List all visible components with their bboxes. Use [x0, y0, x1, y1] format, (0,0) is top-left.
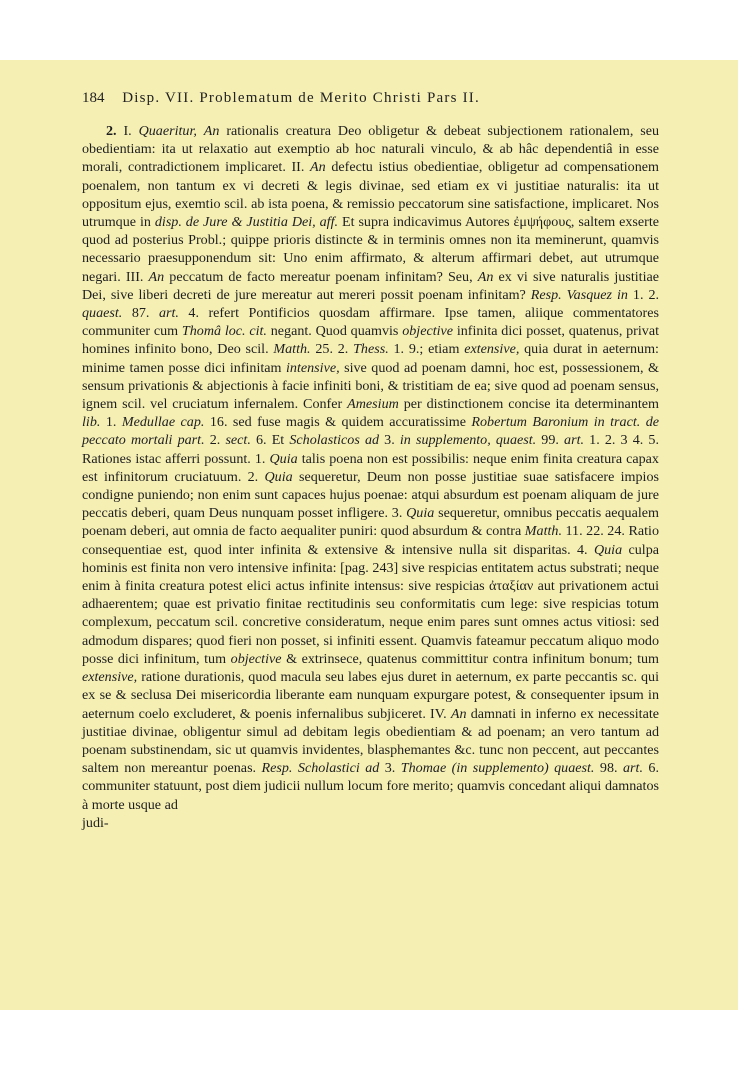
- italic-run: Thess.: [353, 341, 389, 358]
- italic-run: Scholasticos ad: [289, 432, 380, 449]
- italic-run: An: [310, 159, 326, 176]
- italic-run: Matth.: [273, 341, 311, 358]
- text-run: sequeretur, omnibus peccatis aequalem poenam deberi, aut omnia de facto aequaliter puniri: quod absurdum & contra: [82, 505, 659, 540]
- italic-run: Medullae cap.: [121, 414, 205, 431]
- text-run: 3.: [379, 760, 401, 777]
- text-run: Et supra indicavimus Autores ἐμψήφους, saltem exserte quod ad posterius Probl.; quippe prioris distincte & in terminis omnes non ita meminerunt, quamvis necessario praesupponendum sit: Uno enim affirmato, & alterum affirmari debet, aut utrumque negari. III.: [82, 214, 659, 285]
- italic-run: Thomae (in supplemento) quaest.: [400, 760, 595, 777]
- text-run: 4. refert Pontificios quosdam affirmare. Ipse tamen, aliique commentatores communiter cum: [82, 305, 659, 340]
- text-run: 2.: [204, 432, 226, 449]
- italic-run: Resp. Scholastici ad: [261, 760, 380, 777]
- italic-run: Quia: [593, 541, 623, 558]
- italic-run: An: [477, 268, 494, 285]
- paragraph: [82, 122, 659, 814]
- text-run: 3.: [379, 432, 400, 449]
- running-header: [82, 90, 662, 107]
- italic-run: in supplemento, quaest.: [399, 432, 537, 449]
- italic-run: disp. de Jure & Justitia Dei, aff.: [154, 214, 339, 231]
- italic-run: objective: [230, 650, 282, 667]
- text-run: 1. 2. 3 4. 5. Rationes istac afferri possunt. 1.: [82, 432, 659, 467]
- italic-run: Matth.: [524, 523, 562, 540]
- text-run: infinita dici posset, quatenus, privat homines infinito bono, Deo scil.: [82, 323, 659, 358]
- italic-run: extensive,: [464, 341, 520, 358]
- italic-run: art.: [158, 305, 179, 322]
- text-run: defectu istius obedientiae, obligetur ad compensationem poenalem, non tantum ex vi decreti & legis divinae, sed etiam ex vi justitiae naturalis: ita ut oppositum ejus, exemtio scil. ab ista poena, & remissio peccatorum sine satisfactione, implicaret. Nos utrumque in: [82, 159, 659, 231]
- text-run: 1.: [100, 414, 122, 431]
- text-run: 1. 9.; etiam: [388, 341, 465, 358]
- italic-run: objective: [402, 323, 454, 340]
- italic-run: An: [148, 268, 165, 285]
- text-run: I.: [116, 123, 139, 139]
- text-run: damnati in inferno ex necessitate justitiae divinae, obligentur simul ad debitam legis obedientiam & ad poenam; an vero tantum ad poenam substinendam, sic ut quamvis invidentes, blasphemantes &c. tunc non peccent, aut peccantes saltem non mereantur poenas.: [82, 705, 659, 777]
- italic-run: An: [203, 123, 220, 139]
- catchword-line: [82, 814, 659, 832]
- text-run: peccatum de facto mereatur poenam infinitam? Seu,: [164, 268, 478, 285]
- section-number: 2.: [106, 123, 117, 139]
- text-run: talis poena non est possibilis: neque enim finita creatura capax est infinitorum cruciatuum. 2.: [82, 450, 659, 485]
- page-number: 184: [82, 90, 105, 106]
- italic-run: Quaeritur,: [138, 123, 197, 139]
- italic-run: lib.: [82, 414, 101, 431]
- text-run: 6. communiter statuunt, post diem judicii nullum locum fore merito; quamvis concedant aliqui damnatos à morte usque ad: [82, 760, 660, 813]
- text-run: [197, 123, 204, 139]
- text-run: 11. 22. 24. Ratio consequentiae est, quod inter infinita & extensive & intensive nulla sit disparitas. 4.: [82, 523, 659, 558]
- italic-run: Robertum Baronium in tract. de peccato mortali part.: [82, 414, 660, 449]
- text-run: per distinctionem concise ita determinantem: [398, 396, 659, 413]
- italic-run: sect.: [225, 432, 251, 449]
- text-run: 87.: [122, 305, 159, 322]
- italic-run: art.: [564, 432, 585, 449]
- text-run: sive quod ad poenam damni, hoc est, possessionem, & sensum privationis & abjectionis à facie infiniti boni, & tristitiam de ea; sive quod ad poenam sensus, ignem scil. vel cruciatum infernalem. Confer: [82, 359, 659, 413]
- running-title: Disp. VII. Problematum de Merito Christi Pars II.: [122, 90, 480, 106]
- book-page: [0, 60, 738, 1010]
- text-run: 98.: [594, 760, 623, 777]
- italic-run: Quia: [264, 468, 293, 485]
- italic-run: art.: [623, 760, 643, 777]
- text-run: 99.: [536, 432, 565, 449]
- text-run: quia durat in aeternum: minime tamen posse dici infinitam: [82, 341, 659, 376]
- body-text: [82, 122, 659, 832]
- italic-run: Amesium: [347, 396, 399, 413]
- italic-run: Quia: [269, 450, 298, 467]
- text-run: 16. sed fuse magis & quidem accuratissime: [204, 414, 472, 431]
- text-run: sequeretur, Deum non posse justitiae suae satisfacere impios condigne puniendo; non enim sunt capaces hujus poenae: atqui absurdum est poenam aliquam de jure peccatis deberi, quam Deus nunquam posset infligere. 3.: [82, 468, 659, 522]
- text-run: ex vi sive naturalis justitiae Dei, sive liberi decreti de jure mereatur aut mereri possit poenam infinitam?: [82, 268, 659, 303]
- italic-run: An: [450, 705, 467, 722]
- text-run: rationalis creatura Deo obligetur & debeat subjectionem rationalem, seu obedientiam: ita ut relaxatio aut exemptio ab hoc naturali vinculo, & ab hâc dependentiâ in esse morali, contradictionem implicaret. II.: [82, 123, 660, 176]
- italic-run: intensive,: [286, 359, 340, 376]
- italic-run: quaest.: [82, 305, 123, 322]
- text-run: culpa hominis est finita non vero intensive infinita: [pag. 243] sive respicias entitatem actus substrati; neque enim à finita creatura potest elici actus infinite intensus: sive respicias ἀταξίαν aut privationem actui adhaerentem; quae est privatio finitae rectitudinis seu conformitatis cum lege: sive respicias totum complexum, peccatum scil. concretive consideratum, neque enim pares sunt omnes actus vitiosi: sed admodum dispares; quod fieri non posset, si infiniti essent. Quamvis fateamur peccatum aliquo modo posse dici infinitum, tum: [82, 541, 659, 667]
- italic-run: extensive,: [82, 669, 138, 686]
- text-run: 6. Et: [250, 432, 290, 449]
- italic-run: Resp. Vasquez in: [530, 286, 628, 303]
- text-run: & extrinsece, quatenus committitur contra infinitum bonum; tum: [281, 650, 659, 667]
- text-run: ratione durationis, quod macula seu labes ejus duret in aeternum, ex parte peccantis sc. qui ex se & seclusa Dei misericordia liberante eam nunquam expurgare potest, & consequenter ipsum in aeternum coelo excluderet, & poenis infernalibus subjiceret. IV.: [82, 669, 659, 722]
- italic-run: Quia: [406, 505, 435, 522]
- text-run: 1. 2.: [627, 286, 660, 303]
- catchword: judi-: [82, 814, 109, 831]
- italic-run: Thomâ loc. cit.: [181, 323, 267, 340]
- text-run: negant. Quod quamvis: [266, 323, 403, 340]
- text-run: 25. 2.: [310, 341, 354, 358]
